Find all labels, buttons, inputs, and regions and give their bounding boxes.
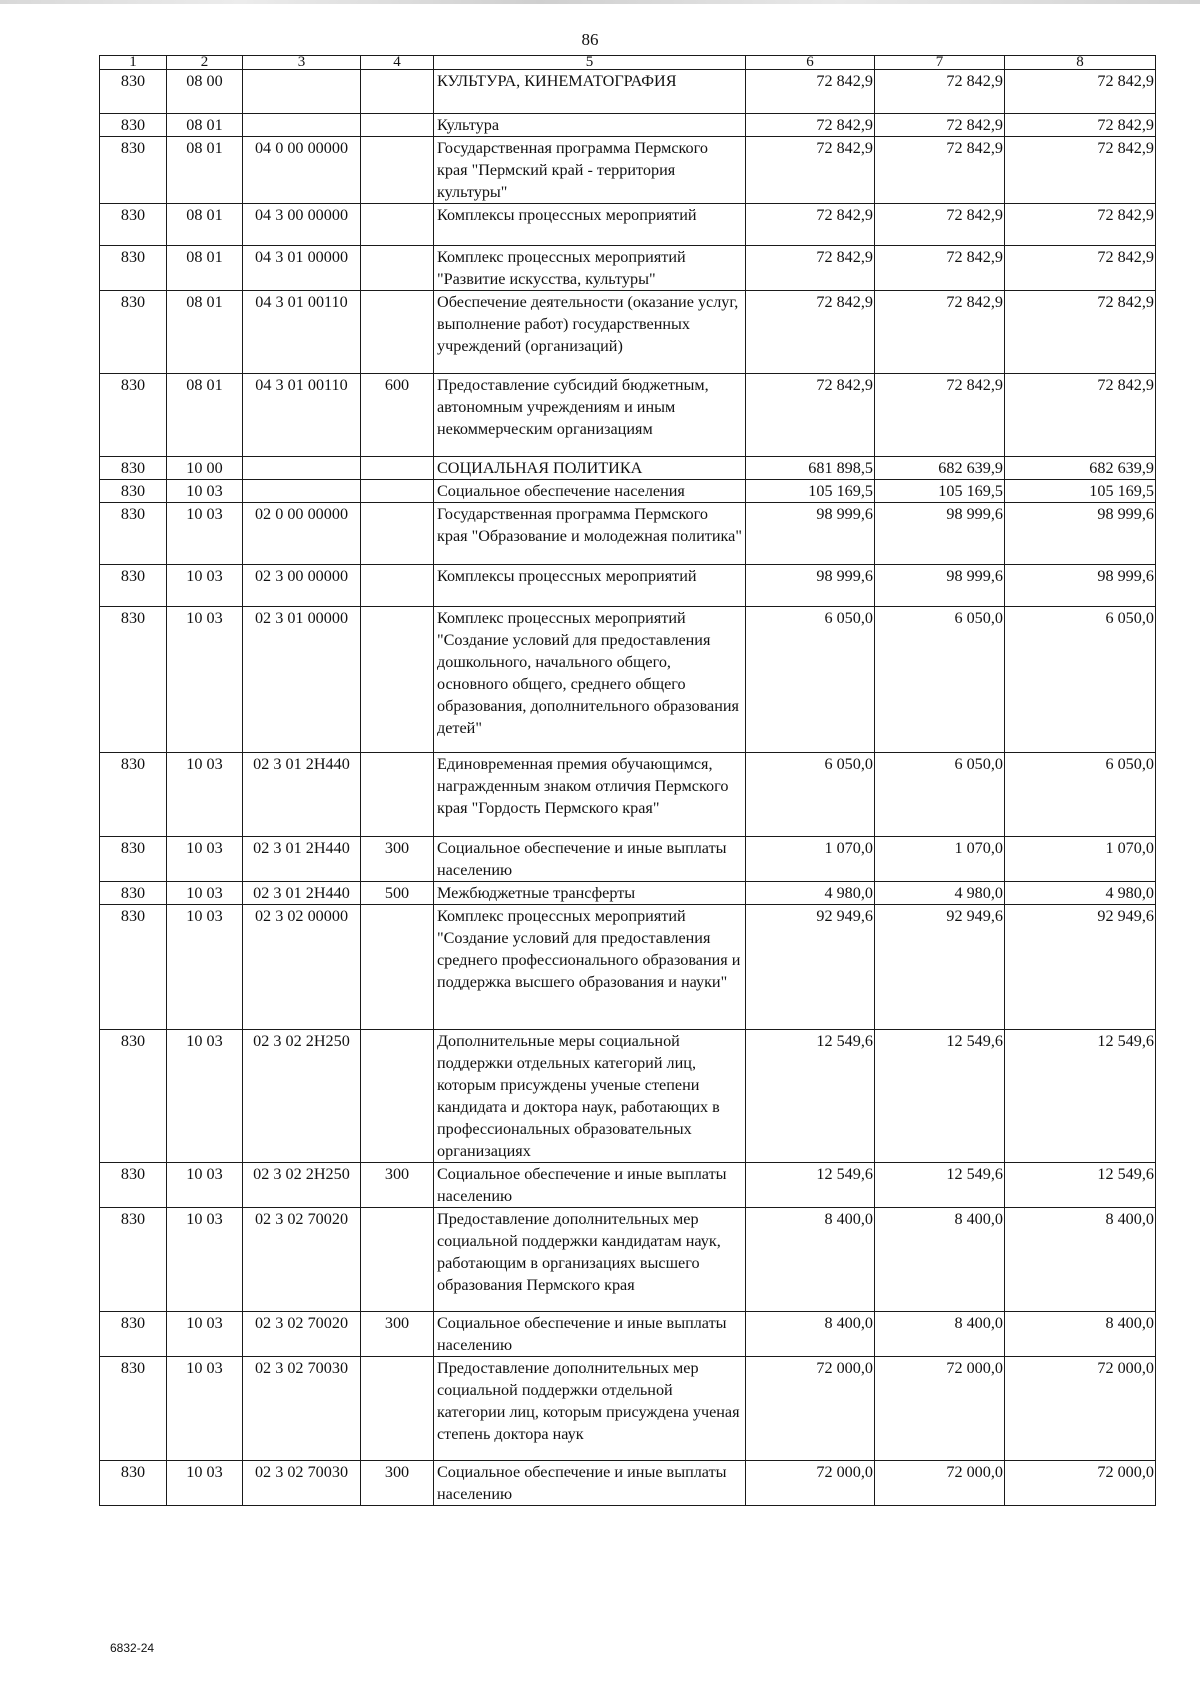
- cell-col-7: 72 842,9: [875, 70, 1005, 114]
- cell-col-3: 02 3 02 2Н250: [243, 1030, 361, 1163]
- table-row: [100, 905, 1156, 1030]
- cell-col-7: 682 639,9: [875, 457, 1005, 480]
- cell-col-5: Комплексы процессных мероприятий: [434, 565, 746, 607]
- cell-col-7: 92 949,6: [875, 905, 1005, 1030]
- col-header-5: 5: [434, 56, 746, 70]
- cell-col-6: 98 999,6: [746, 503, 875, 565]
- cell-col-8: 6 050,0: [1005, 607, 1156, 753]
- cell-col-5: Межбюджетные трансферты: [434, 882, 746, 905]
- cell-col-8: 72 842,9: [1005, 204, 1156, 246]
- cell-col-3: 04 3 01 00000: [243, 246, 361, 291]
- cell-col-2: 10 03: [167, 1357, 243, 1461]
- cell-col-2: 10 03: [167, 607, 243, 753]
- cell-col-4: [361, 204, 434, 246]
- cell-col-7: 12 549,6: [875, 1030, 1005, 1163]
- cell-col-7: 1 070,0: [875, 837, 1005, 882]
- cell-col-2: 10 03: [167, 1312, 243, 1357]
- col-header-4: 4: [361, 56, 434, 70]
- col-header-2: 2: [167, 56, 243, 70]
- cell-col-6: 72 842,9: [746, 291, 875, 374]
- cell-col-1: 830: [100, 503, 167, 565]
- cell-col-4: [361, 607, 434, 753]
- cell-col-5: Культура: [434, 114, 746, 137]
- cell-col-8: 1 070,0: [1005, 837, 1156, 882]
- cell-col-1: 830: [100, 753, 167, 837]
- cell-col-3: 02 3 01 2Н440: [243, 753, 361, 837]
- cell-col-4: [361, 137, 434, 204]
- cell-col-3: 02 3 02 70030: [243, 1461, 361, 1506]
- cell-col-4: [361, 246, 434, 291]
- cell-col-6: 105 169,5: [746, 480, 875, 503]
- cell-col-4: [361, 503, 434, 565]
- cell-col-7: 72 842,9: [875, 374, 1005, 457]
- cell-col-6: 12 549,6: [746, 1030, 875, 1163]
- cell-col-6: 4 980,0: [746, 882, 875, 905]
- cell-col-5: Комплекс процессных мероприятий "Создание условий для предоставления среднего профессионального образования и поддержка высшего образования и науки": [434, 905, 746, 1030]
- cell-col-2: 10 03: [167, 1461, 243, 1506]
- cell-col-7: 72 842,9: [875, 137, 1005, 204]
- cell-col-2: 10 03: [167, 503, 243, 565]
- cell-col-8: 72 842,9: [1005, 374, 1156, 457]
- cell-col-7: 6 050,0: [875, 607, 1005, 753]
- cell-col-7: 98 999,6: [875, 503, 1005, 565]
- cell-col-6: 1 070,0: [746, 837, 875, 882]
- table-row: [100, 882, 1156, 905]
- cell-col-2: 10 03: [167, 905, 243, 1030]
- cell-col-4: [361, 291, 434, 374]
- cell-col-4: [361, 905, 434, 1030]
- cell-col-3: 02 0 00 00000: [243, 503, 361, 565]
- table-row: [100, 837, 1156, 882]
- cell-col-8: 98 999,6: [1005, 565, 1156, 607]
- cell-col-3: [243, 114, 361, 137]
- cell-col-5: Предоставление субсидий бюджетным, автономным учреждениям и иным некоммерческим организациям: [434, 374, 746, 457]
- cell-col-1: 830: [100, 137, 167, 204]
- cell-col-2: 10 03: [167, 1030, 243, 1163]
- cell-col-6: 6 050,0: [746, 753, 875, 837]
- cell-col-6: 72 842,9: [746, 374, 875, 457]
- col-header-6: 6: [746, 56, 875, 70]
- cell-col-4: 300: [361, 1163, 434, 1208]
- cell-col-4: 500: [361, 882, 434, 905]
- cell-col-7: 72 842,9: [875, 291, 1005, 374]
- table-row: [100, 1030, 1156, 1163]
- cell-col-6: 12 549,6: [746, 1163, 875, 1208]
- cell-col-4: 600: [361, 374, 434, 457]
- cell-col-1: 830: [100, 246, 167, 291]
- cell-col-3: 02 3 02 2Н250: [243, 1163, 361, 1208]
- cell-col-6: 92 949,6: [746, 905, 875, 1030]
- cell-col-6: 72 842,9: [746, 246, 875, 291]
- cell-col-5: СОЦИАЛЬНАЯ ПОЛИТИКА: [434, 457, 746, 480]
- cell-col-5: Государственная программа Пермского края "Пермский край - территория культуры": [434, 137, 746, 204]
- cell-col-3: [243, 480, 361, 503]
- col-header-3: 3: [243, 56, 361, 70]
- cell-col-8: 72 000,0: [1005, 1461, 1156, 1506]
- table-row: [100, 1312, 1156, 1357]
- cell-col-4: [361, 114, 434, 137]
- cell-col-3: 04 3 01 00110: [243, 374, 361, 457]
- cell-col-4: [361, 70, 434, 114]
- cell-col-1: 830: [100, 457, 167, 480]
- table-row: [100, 457, 1156, 480]
- table-row: [100, 1357, 1156, 1461]
- cell-col-5: Социальное обеспечение населения: [434, 480, 746, 503]
- cell-col-3: 02 3 02 70020: [243, 1312, 361, 1357]
- table-row: [100, 70, 1156, 114]
- cell-col-8: 12 549,6: [1005, 1030, 1156, 1163]
- cell-col-1: 830: [100, 607, 167, 753]
- cell-col-6: 72 842,9: [746, 204, 875, 246]
- cell-col-7: 72 000,0: [875, 1357, 1005, 1461]
- cell-col-2: 10 03: [167, 837, 243, 882]
- cell-col-3: 02 3 02 00000: [243, 905, 361, 1030]
- cell-col-7: 6 050,0: [875, 753, 1005, 837]
- cell-col-2: 10 03: [167, 882, 243, 905]
- cell-col-5: Комплекс процессных мероприятий "Создание условий для предоставления дошкольного, начального общего, основного общего, среднего общего образования, дополнительного образования детей": [434, 607, 746, 753]
- cell-col-3: 04 0 00 00000: [243, 137, 361, 204]
- cell-col-6: 6 050,0: [746, 607, 875, 753]
- cell-col-8: 12 549,6: [1005, 1163, 1156, 1208]
- col-header-8: 8: [1005, 56, 1156, 70]
- table-row: [100, 480, 1156, 503]
- cell-col-5: Обеспечение деятельности (оказание услуг, выполнение работ) государственных учреждений (организаций): [434, 291, 746, 374]
- cell-col-1: 830: [100, 1461, 167, 1506]
- cell-col-5: Социальное обеспечение и иные выплаты населению: [434, 1163, 746, 1208]
- cell-col-8: 8 400,0: [1005, 1312, 1156, 1357]
- cell-col-7: 72 842,9: [875, 114, 1005, 137]
- cell-col-6: 72 842,9: [746, 137, 875, 204]
- header-row: [100, 56, 1156, 70]
- table-row: [100, 374, 1156, 457]
- cell-col-1: 830: [100, 1312, 167, 1357]
- cell-col-8: 92 949,6: [1005, 905, 1156, 1030]
- page-number: 86: [581, 30, 599, 49]
- cell-col-8: 4 980,0: [1005, 882, 1156, 905]
- cell-col-7: 4 980,0: [875, 882, 1005, 905]
- cell-col-8: 8 400,0: [1005, 1208, 1156, 1312]
- cell-col-7: 72 000,0: [875, 1461, 1005, 1506]
- cell-col-6: 8 400,0: [746, 1208, 875, 1312]
- cell-col-8: 6 050,0: [1005, 753, 1156, 837]
- table-row: [100, 291, 1156, 374]
- cell-col-8: 682 639,9: [1005, 457, 1156, 480]
- cell-col-7: 8 400,0: [875, 1208, 1005, 1312]
- table-row: [100, 503, 1156, 565]
- cell-col-1: 830: [100, 1357, 167, 1461]
- cell-col-4: 300: [361, 837, 434, 882]
- budget-table: [99, 55, 1156, 1506]
- cell-col-3: 02 3 01 00000: [243, 607, 361, 753]
- cell-col-2: 08 01: [167, 204, 243, 246]
- cell-col-8: 72 842,9: [1005, 246, 1156, 291]
- cell-col-7: 8 400,0: [875, 1312, 1005, 1357]
- cell-col-2: 10 03: [167, 565, 243, 607]
- cell-col-1: 830: [100, 374, 167, 457]
- cell-col-3: [243, 70, 361, 114]
- table-row: [100, 1163, 1156, 1208]
- col-header-1: 1: [100, 56, 167, 70]
- cell-col-8: 72 842,9: [1005, 291, 1156, 374]
- cell-col-5: Социальное обеспечение и иные выплаты населению: [434, 1461, 746, 1506]
- cell-col-8: 72 842,9: [1005, 70, 1156, 114]
- cell-col-6: 72 842,9: [746, 70, 875, 114]
- cell-col-2: 08 01: [167, 114, 243, 137]
- table-row: [100, 137, 1156, 204]
- cell-col-7: 72 842,9: [875, 204, 1005, 246]
- cell-col-1: 830: [100, 291, 167, 374]
- cell-col-1: 830: [100, 1163, 167, 1208]
- cell-col-2: 08 00: [167, 70, 243, 114]
- cell-col-4: [361, 457, 434, 480]
- cell-col-5: Предоставление дополнительных мер социальной поддержки кандидатам наук, работающим в организациях высшего образования Пермского края: [434, 1208, 746, 1312]
- cell-col-5: Комплекс процессных мероприятий "Развитие искусства, культуры": [434, 246, 746, 291]
- cell-col-5: КУЛЬТУРА, КИНЕМАТОГРАФИЯ: [434, 70, 746, 114]
- cell-col-5: Социальное обеспечение и иные выплаты населению: [434, 1312, 746, 1357]
- cell-col-8: 72 842,9: [1005, 114, 1156, 137]
- scan-top-edge: [0, 0, 1200, 4]
- cell-col-2: 08 01: [167, 137, 243, 204]
- document-code: 6832-24: [110, 1641, 155, 1655]
- cell-col-1: 830: [100, 882, 167, 905]
- cell-col-1: 830: [100, 70, 167, 114]
- cell-col-2: 10 00: [167, 457, 243, 480]
- cell-col-7: 105 169,5: [875, 480, 1005, 503]
- cell-col-1: 830: [100, 480, 167, 503]
- cell-col-6: 72 842,9: [746, 114, 875, 137]
- table-row: [100, 1208, 1156, 1312]
- cell-col-7: 98 999,6: [875, 565, 1005, 607]
- cell-col-5: Государственная программа Пермского края "Образование и молодежная политика": [434, 503, 746, 565]
- cell-col-1: 830: [100, 1030, 167, 1163]
- cell-col-7: 12 549,6: [875, 1163, 1005, 1208]
- table-row: [100, 204, 1156, 246]
- cell-col-8: 72 842,9: [1005, 137, 1156, 204]
- cell-col-5: Единовременная премия обучающимся, награжденным знаком отличия Пермского края "Гордость Пермского края": [434, 753, 746, 837]
- cell-col-4: 300: [361, 1312, 434, 1357]
- cell-col-6: 72 000,0: [746, 1357, 875, 1461]
- cell-col-2: 08 01: [167, 374, 243, 457]
- cell-col-4: [361, 1030, 434, 1163]
- col-header-7: 7: [875, 56, 1005, 70]
- cell-col-2: 10 03: [167, 1163, 243, 1208]
- cell-col-2: 10 03: [167, 480, 243, 503]
- cell-col-4: [361, 1357, 434, 1461]
- cell-col-5: Дополнительные меры социальной поддержки отдельных категорий лиц, которым присуждены ученые степени кандидата и доктора наук, работающих в профессиональных образовательных организациях: [434, 1030, 746, 1163]
- cell-col-1: 830: [100, 1208, 167, 1312]
- cell-col-2: 08 01: [167, 291, 243, 374]
- table-row: [100, 1461, 1156, 1506]
- cell-col-6: 98 999,6: [746, 565, 875, 607]
- cell-col-2: 08 01: [167, 246, 243, 291]
- table-row: [100, 607, 1156, 753]
- table-row: [100, 246, 1156, 291]
- cell-col-3: 02 3 02 70030: [243, 1357, 361, 1461]
- cell-col-3: 04 3 01 00110: [243, 291, 361, 374]
- cell-col-1: 830: [100, 114, 167, 137]
- cell-col-1: 830: [100, 905, 167, 1030]
- cell-col-3: 02 3 01 2Н440: [243, 837, 361, 882]
- cell-col-5: Социальное обеспечение и иные выплаты населению: [434, 837, 746, 882]
- cell-col-6: 72 000,0: [746, 1461, 875, 1506]
- cell-col-4: 300: [361, 1461, 434, 1506]
- table-row: [100, 114, 1156, 137]
- cell-col-3: 04 3 00 00000: [243, 204, 361, 246]
- cell-col-1: 830: [100, 204, 167, 246]
- cell-col-6: 8 400,0: [746, 1312, 875, 1357]
- cell-col-2: 10 03: [167, 753, 243, 837]
- cell-col-8: 105 169,5: [1005, 480, 1156, 503]
- cell-col-8: 72 000,0: [1005, 1357, 1156, 1461]
- cell-col-4: [361, 1208, 434, 1312]
- cell-col-3: 02 3 02 70020: [243, 1208, 361, 1312]
- cell-col-5: Предоставление дополнительных мер социальной поддержки отдельной категории лиц, которым присуждена ученая степень доктора наук: [434, 1357, 746, 1461]
- cell-col-3: 02 3 01 2Н440: [243, 882, 361, 905]
- cell-col-5: Комплексы процессных мероприятий: [434, 204, 746, 246]
- cell-col-1: 830: [100, 565, 167, 607]
- cell-col-3: 02 3 00 00000: [243, 565, 361, 607]
- cell-col-4: [361, 753, 434, 837]
- cell-col-7: 72 842,9: [875, 246, 1005, 291]
- cell-col-1: 830: [100, 837, 167, 882]
- cell-col-6: 681 898,5: [746, 457, 875, 480]
- cell-col-8: 98 999,6: [1005, 503, 1156, 565]
- table-body: [100, 70, 1156, 1506]
- table-row: [100, 565, 1156, 607]
- table-row: [100, 753, 1156, 837]
- cell-col-3: [243, 457, 361, 480]
- cell-col-4: [361, 480, 434, 503]
- cell-col-2: 10 03: [167, 1208, 243, 1312]
- cell-col-4: [361, 565, 434, 607]
